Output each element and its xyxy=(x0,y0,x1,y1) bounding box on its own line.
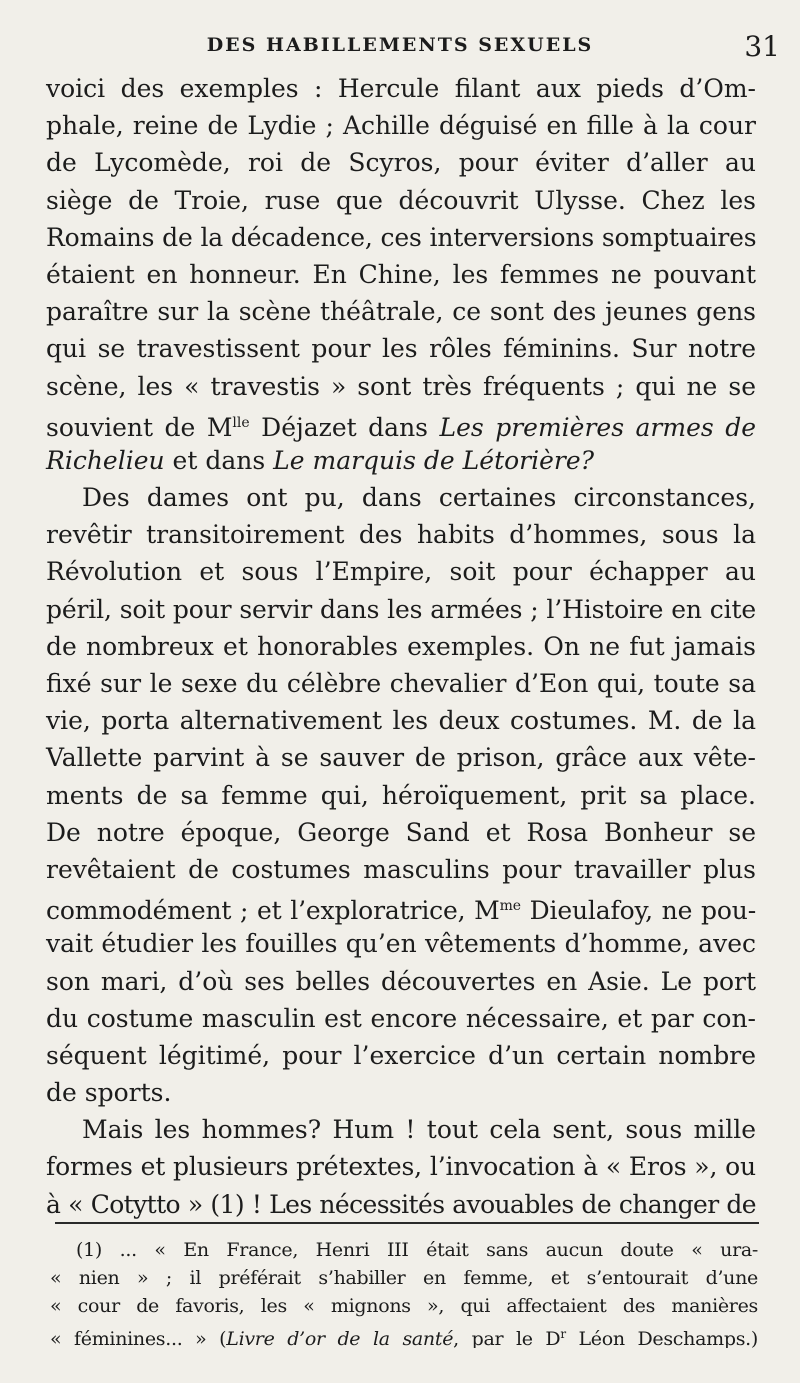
footnote-line xyxy=(0,1320,800,1348)
text-run: qui se travestissent pour les rôles féminins. Sur notre xyxy=(46,334,756,364)
text-line xyxy=(0,405,800,442)
text-line xyxy=(0,107,800,144)
text-run: revêtaient de costumes masculins pour travailler plus xyxy=(46,854,756,884)
text-run: fixé sur le sexe du célèbre chevalier d’Eon qui, toute sa xyxy=(46,669,756,698)
italic-text: Les premières armes de xyxy=(439,412,757,442)
text-run: siège de Troie, ruse que découvrit Ulysse. Chez les xyxy=(46,185,756,215)
text-line xyxy=(0,1074,800,1111)
text-line xyxy=(0,553,800,590)
superscript: me xyxy=(499,898,521,915)
text-run: scène, les « travestis » sont très fréquents ; qui ne se xyxy=(46,371,756,401)
text-run: revêtir transitoirement des habits d’hommes, sous la xyxy=(46,520,756,550)
text-line xyxy=(0,368,800,405)
footnote-line xyxy=(0,1292,800,1320)
text-line xyxy=(0,777,800,814)
text-line xyxy=(0,702,800,739)
text-run: séquent légitimé, pour l’exercice d’un certain nombre xyxy=(46,1040,756,1070)
body-text xyxy=(0,70,800,1223)
text-run: phale, reine de Lydie ; Achille déguisé en fille à la cour xyxy=(46,111,756,141)
text-line xyxy=(0,591,800,628)
text-run: Léon Deschamps.) xyxy=(565,1328,758,1348)
text-run: vie, porta alternativement les deux costumes. M. de la xyxy=(46,706,756,736)
text-run: Romains de la décadence, ces interversions somptuaires xyxy=(46,222,757,252)
text-run: , par le D xyxy=(453,1328,561,1348)
text-run: de sports. xyxy=(46,1078,172,1108)
text-run: et dans xyxy=(164,445,274,475)
text-line xyxy=(0,1037,800,1074)
text-line xyxy=(0,851,800,888)
text-run: de Lycomède, roi de Scyros, pour éviter d’aller au xyxy=(46,148,756,178)
footnote-line xyxy=(0,1236,800,1264)
text-run: commodément ; et l’exploratrice, M xyxy=(46,896,500,926)
text-run: souvient de M xyxy=(46,412,233,442)
text-line xyxy=(0,963,800,1000)
text-run: ments de sa femme qui, héroïquement, prit sa place. xyxy=(46,780,756,810)
text-line xyxy=(0,219,800,256)
text-line xyxy=(0,479,800,516)
text-run: étaient en honneur. En Chine, les femmes ne pouvant xyxy=(46,259,756,289)
text-line xyxy=(0,330,800,367)
text-run: son mari, d’où ses belles découvertes en Asie. Le port xyxy=(46,966,756,996)
superscript: lle xyxy=(232,414,250,431)
footnote-divider xyxy=(55,1222,759,1224)
running-head xyxy=(0,30,800,66)
text-line xyxy=(0,516,800,553)
text-line xyxy=(0,888,800,925)
italic-text: Richelieu xyxy=(46,445,165,475)
text-line xyxy=(0,442,800,479)
text-run: « cour de favoris, les « mignons », qui affectaient des manières xyxy=(50,1295,758,1317)
text-line xyxy=(0,182,800,219)
text-run: Déjazet dans xyxy=(249,412,440,442)
text-run: Des dames ont pu, dans certaines circonstances, xyxy=(82,483,756,513)
text-line xyxy=(0,1111,800,1148)
text-line xyxy=(0,1186,800,1223)
text-line xyxy=(0,293,800,330)
text-run: (1) ... « En France, Henri III était sans aucun doute « ura- xyxy=(76,1239,758,1261)
text-line xyxy=(0,1000,800,1037)
text-line xyxy=(0,665,800,702)
text-run: De notre époque, George Sand et Rosa Bonheur se xyxy=(46,817,756,847)
footnotes xyxy=(0,1236,800,1348)
text-run: péril, soit pour servir dans les armées ; l’Histoire en cite xyxy=(46,594,756,624)
text-run: de nombreux et honorables exemples. On ne fut jamais xyxy=(46,631,756,661)
text-run: du costume masculin est encore nécessaire, et par con- xyxy=(46,1003,756,1033)
text-line xyxy=(0,628,800,665)
italic-text: Le marquis de Létorière? xyxy=(273,445,595,475)
text-line xyxy=(0,144,800,181)
text-line xyxy=(0,925,800,962)
text-run: Dieulafoy, ne pou- xyxy=(520,896,756,926)
text-run: voici des exemples : Hercule filant aux pieds d’Om- xyxy=(46,74,756,103)
footnote-line xyxy=(0,1264,800,1292)
text-run: Révolution et sous l’Empire, soit pour échapper au xyxy=(46,557,756,587)
text-line xyxy=(0,1148,800,1185)
text-run: « nien » ; il préférait s’habiller en femme, et s’entourait d’une xyxy=(50,1267,758,1289)
italic-text: Livre d’or de la santé xyxy=(226,1328,454,1348)
text-line xyxy=(0,70,800,107)
text-run: formes et plusieurs prétextes, l’invocation à « Eros », ou xyxy=(46,1152,756,1182)
text-run: vait étudier les fouilles qu’en vêtements d’homme, avec xyxy=(46,929,756,959)
running-title: DES HABILLEMENTS SEXUELS xyxy=(206,34,594,56)
text-run: Mais les hommes? Hum ! tout cela sent, sous mille xyxy=(82,1115,756,1145)
text-line xyxy=(0,814,800,851)
text-line xyxy=(0,739,800,776)
text-line xyxy=(0,256,800,293)
text-run: paraître sur la scène théâtrale, ce sont des jeunes gens xyxy=(46,297,756,327)
text-run: « féminines... » ( xyxy=(50,1328,227,1348)
text-run: Vallette parvint à se sauver de prison, grâce aux vête- xyxy=(46,743,756,773)
superscript: r xyxy=(560,1327,566,1341)
text-run: à « Cotytto » (1) ! Les nécessités avouables de changer de xyxy=(46,1189,756,1219)
page-number: 31 xyxy=(744,30,780,63)
